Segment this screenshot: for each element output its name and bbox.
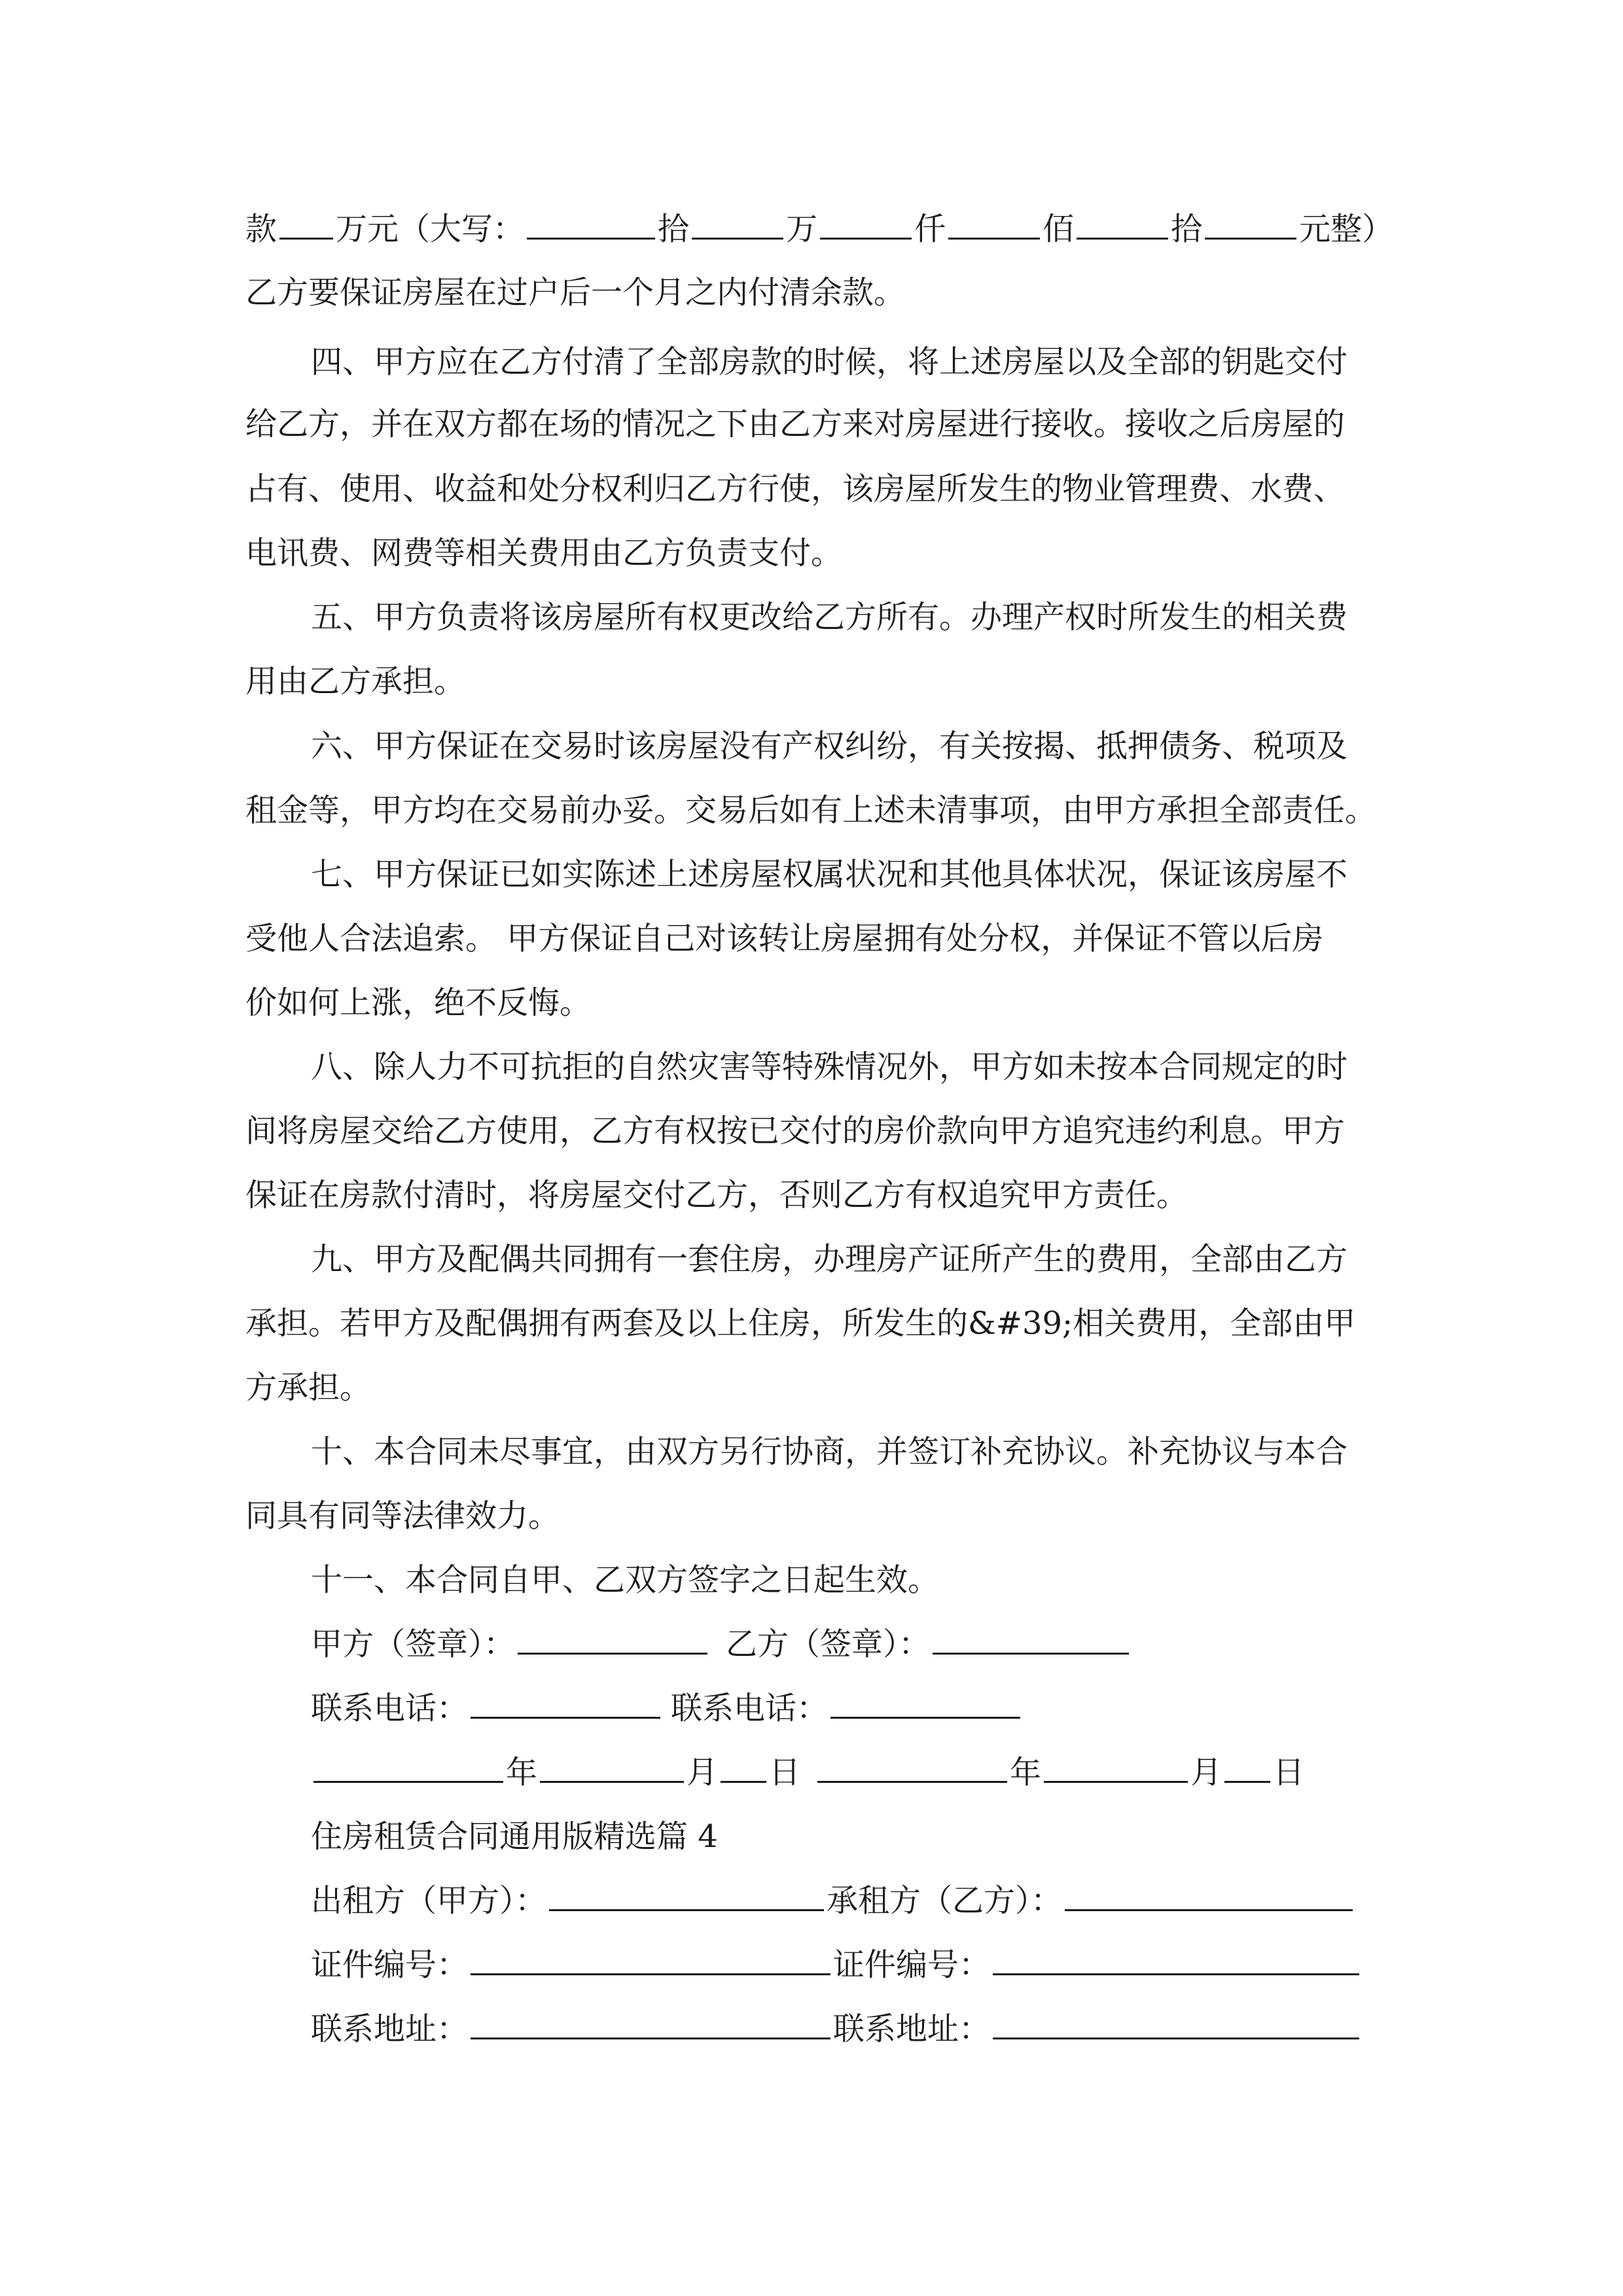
- id-a-field[interactable]: [471, 1934, 830, 1975]
- party-b-sign-label: 乙方（签章）：: [726, 1626, 931, 1662]
- phone-b-label: 联系电话：: [671, 1690, 829, 1727]
- blank-field: [1077, 198, 1168, 240]
- year-label: 年: [506, 1754, 538, 1791]
- id-b-label: 证件编号：: [833, 1946, 991, 1983]
- clause-8-line: 保证在房款付清时，将房屋交付乙方，否则乙方有权追究甲方责任。: [245, 1177, 1188, 1213]
- clause-9-line: 承担。若甲方及配偶拥有两套及以上住房，所发生的&#39;相关费用，全部由甲: [245, 1305, 1356, 1342]
- day-label: 日: [1273, 1754, 1305, 1791]
- unit-label: 拾: [1171, 211, 1203, 247]
- party-a-sign-field[interactable]: [518, 1613, 707, 1655]
- month-label: 月: [1190, 1754, 1222, 1791]
- unit-label: 元整）: [1299, 211, 1394, 247]
- clause-8-line: 间将房屋交给乙方使用，乙方有权按已交付的房价款向甲方追究违约利息。甲方: [245, 1113, 1346, 1149]
- year-label: 年: [1010, 1754, 1042, 1791]
- line-prefix: 款: [245, 211, 277, 247]
- blank-field: [527, 198, 655, 240]
- blank-field: [820, 198, 912, 240]
- clause-4-line: 给乙方，并在双方都在场的情况之下由乙方来对房屋进行接收。接收之后房屋的: [245, 406, 1346, 442]
- lessor-line: [311, 1868, 1355, 1933]
- unit-label: 仟: [914, 211, 946, 247]
- blank-field: [1205, 198, 1296, 240]
- clause-7-line: 受他人合法追索。 甲方保证自己对该转让房屋拥有处分权，并保证不管以后房: [245, 920, 1324, 957]
- month-b-field[interactable]: [1044, 1742, 1188, 1783]
- clause-6-line: 租金等，甲方均在交易前办妥。交易后如有上述未清事项，由甲方承担全部责任。: [245, 792, 1377, 829]
- clause-4-line: 电讯费、网费等相关费用由乙方负责支付。: [245, 535, 843, 571]
- phone-a-label: 联系电话：: [311, 1690, 469, 1727]
- month-label: 月: [687, 1754, 719, 1791]
- text-line: 乙方要保证房屋在过户后一个月之内付清余款。: [245, 274, 906, 311]
- clause-6-line: 六、甲方保证在交易时该房屋没有产权纠纷，有关按揭、抵押债务、税项及: [311, 728, 1348, 764]
- phone-line: [311, 1676, 1023, 1741]
- clause-4-line: 四、甲方应在乙方付清了全部房款的时候，将上述房屋以及全部的钥匙交付: [311, 344, 1348, 380]
- clause-8-line: 八、除人力不可抗拒的自然灾害等特殊情况外，甲方如未按本合同规定的时: [311, 1049, 1348, 1085]
- clause-10-line: 同具有同等法律效力。: [245, 1498, 560, 1534]
- clause-4-line: 占有、使用、收益和处分权利归乙方行使，该房屋所发生的物业管理费、水费、: [245, 471, 1346, 507]
- year-b-field[interactable]: [817, 1742, 1007, 1783]
- phone-b-field[interactable]: [830, 1677, 1020, 1719]
- clause-5-line: 五、甲方负责将该房屋所有权更改给乙方所有。办理产权时所发生的相关费: [311, 599, 1348, 636]
- clause-5-line: 用由乙方承担。: [245, 663, 466, 700]
- id-a-label: 证件编号：: [311, 1946, 469, 1983]
- address-b-field[interactable]: [993, 1998, 1359, 2039]
- unit-label: 拾: [658, 211, 690, 247]
- wan-label: 万元（大写：: [336, 211, 525, 247]
- unit-label: 佰: [1043, 211, 1075, 247]
- unit-label: 万: [786, 211, 818, 247]
- party-a-sign-label: 甲方（签章）：: [311, 1626, 516, 1662]
- day-b-field[interactable]: [1224, 1742, 1270, 1783]
- year-a-field[interactable]: [313, 1742, 503, 1783]
- blank-field: [948, 198, 1040, 240]
- address-b-label: 联系地址：: [833, 2011, 991, 2047]
- id-line: [311, 1932, 1362, 1998]
- address-a-label: 联系地址：: [311, 2011, 469, 2047]
- phone-a-field[interactable]: [471, 1677, 660, 1719]
- clause-7-line: 价如何上涨，绝不反悔。: [245, 984, 592, 1021]
- lessor-label: 出租方（甲方）：: [311, 1882, 547, 1919]
- lessor-field[interactable]: [549, 1870, 824, 1911]
- clause-11-line: 十一、本合同自甲、乙双方签字之日起生效。: [311, 1562, 940, 1598]
- party-b-sign-field[interactable]: [933, 1613, 1129, 1655]
- clause-9-line: 方承担。: [245, 1369, 372, 1406]
- lessee-label: 承租方（乙方）：: [827, 1882, 1063, 1919]
- blank-field: [279, 198, 333, 240]
- date-line: [311, 1740, 1304, 1805]
- clause-7-line: 七、甲方保证已如实陈述上述房屋权属状况和其他具体状况，保证该房屋不: [311, 856, 1348, 893]
- blank-field: [692, 198, 783, 240]
- month-a-field[interactable]: [540, 1742, 684, 1783]
- section-title: 住房租赁合同通用版精选篇 4: [311, 1818, 718, 1855]
- payment-amount-line: [245, 196, 1393, 262]
- day-a-field[interactable]: [721, 1742, 766, 1783]
- signature-line: [311, 1611, 1132, 1677]
- clause-10-line: 十、本合同未尽事宜，由双方另行协商，并签订补充协议。补充协议与本合: [311, 1433, 1348, 1470]
- lessee-field[interactable]: [1065, 1870, 1353, 1911]
- id-b-field[interactable]: [993, 1934, 1359, 1975]
- address-line: [311, 1996, 1362, 2062]
- clause-9-line: 九、甲方及配偶共同拥有一套住房，办理房产证所产生的费用，全部由乙方: [311, 1241, 1348, 1278]
- day-label: 日: [769, 1754, 801, 1791]
- address-a-field[interactable]: [471, 1998, 830, 2039]
